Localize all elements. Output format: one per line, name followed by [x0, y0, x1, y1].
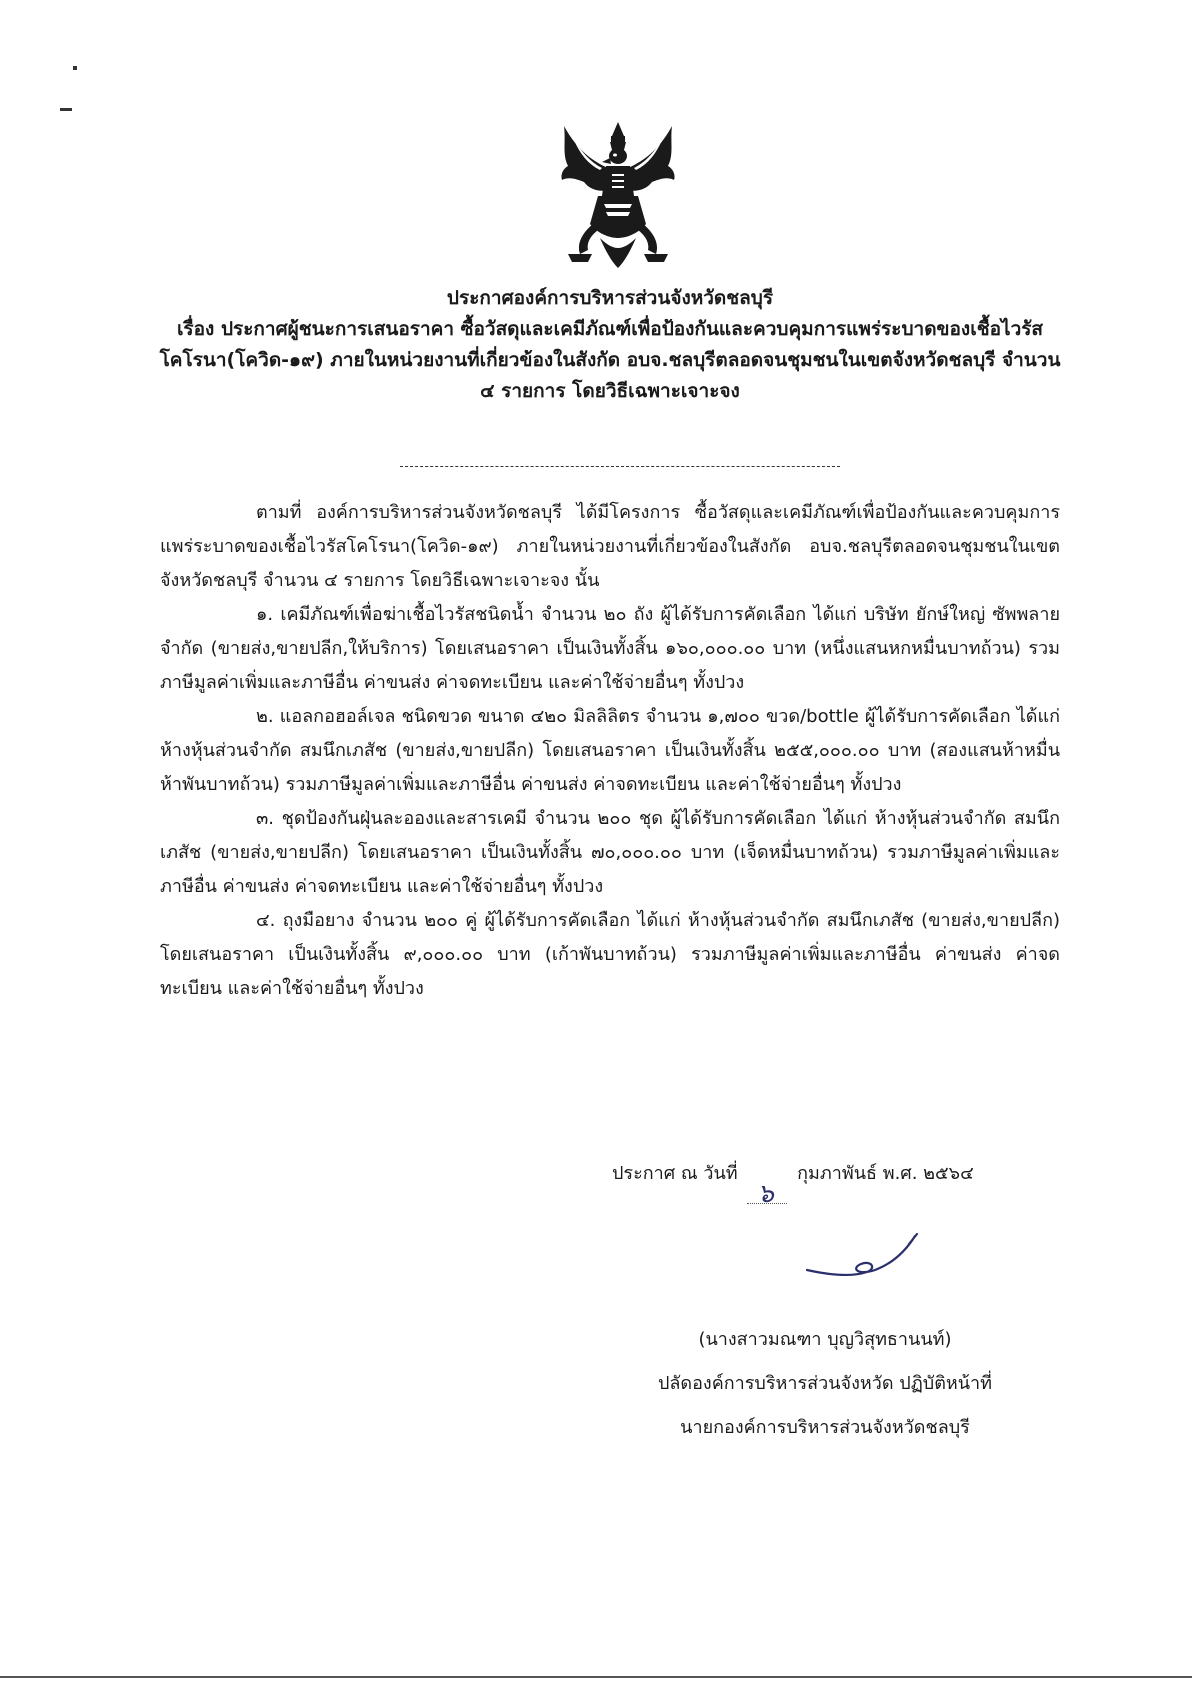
dashed-divider — [400, 466, 840, 467]
signature-icon — [805, 1230, 920, 1286]
intro-paragraph: ตามที่ องค์การบริหารส่วนจังหวัดชลบุรี ได้มีโครงการ ซื้อวัสดุและเคมีภัณฑ์เพื่อป้องกันและควบคุมการแพร่ระบาดของเชื้อไวรัสโคโรนา(โควิด-๑๙) ภายในหน่วยงานที่เกี่ยวข้องในสังกัด อบจ.ชลบุรีตลอดจนชุมชนในเขตจังหวัดชลบุรี จำนวน ๔ รายการ โดยวิธีเฉพาะเจาะจง นั้น — [160, 502, 1060, 591]
garuda-emblem-icon — [554, 120, 682, 275]
handwritten-day: ๖ — [757, 1179, 774, 1209]
signer-block — [650, 1318, 1000, 1450]
announcement-date — [612, 1158, 974, 1209]
announce-prefix: ประกาศ ณ วันที่ — [612, 1163, 738, 1184]
title-block — [150, 283, 1070, 407]
item-paragraph-2: ๒. แอลกอฮอล์เจล ชนิดขวด ขนาด ๔๒๐ มิลลิลิตร จำนวน ๑,๗๐๐ ขวด/bottle ผู้ได้รับการคัดเลือก ได้แก่ ห้างหุ้นส่วนจำกัด สมนึกเภสัช (ขายส่ง,ขายปลีก) โดยเสนอราคา เป็นเงินทั้งสิ้น ๒๕๕,๐๐๐.๐๐ บาท (สองแสนห้าหมื่นห้าพันบาทถ้วน) รวมภาษีมูลค่าเพิ่มและภาษีอื่น ค่าขนส่ง ค่าจดทะเบียน และค่าใช้จ่ายอื่นๆ ทั้งปวง — [160, 706, 1060, 795]
item-paragraph-1: ๑. เคมีภัณฑ์เพื่อฆ่าเชื้อไวรัสชนิดน้ำ จำนวน ๒๐ ถัง ผู้ได้รับการคัดเลือก ได้แก่ บริษัท ยักษ์ใหญ่ ซัพพลาย จำกัด (ขายส่ง,ขายปลีก,ให้บริการ) โดยเสนอราคา เป็นเงินทั้งสิ้น ๑๖๐,๐๐๐.๐๐ บาท (หนึ่งแสนหกหมื่นบาทถ้วน) รวมภาษีมูลค่าเพิ่มและภาษีอื่น ค่าขนส่ง ค่าจดทะเบียน และค่าใช้จ่ายอื่นๆ ทั้งปวง — [160, 604, 1060, 693]
day-underline — [747, 1203, 787, 1204]
scan-speck — [73, 66, 77, 70]
signer-position-1: ปลัดองค์การบริหารส่วนจังหวัด ปฏิบัติหน้าที่ — [657, 1373, 993, 1394]
subject-line-1: เรื่อง ประกาศผู้ชนะการเสนอราคา ซื้อวัสดุและเคมีภัณฑ์เพื่อป้องกันและควบคุมการแพร่ระบาดของเชื้อไวรัส — [176, 318, 1044, 340]
scan-speck — [60, 108, 72, 111]
scan-bottom-edge — [0, 1676, 1192, 1678]
announce-month-year: กุมภาพันธ์ พ.ศ. ๒๕๖๔ — [797, 1163, 974, 1184]
item-paragraph-3: ๓. ชุดป้องกันฝุ่นละอองและสารเคมี จำนวน ๒๐๐ ชุด ผู้ได้รับการคัดเลือก ได้แก่ ห้างหุ้นส่วนจำกัด สมนึกเภสัช (ขายส่ง,ขายปลีก) โดยเสนอราคา เป็นเงินทั้งสิ้น ๗๐,๐๐๐.๐๐ บาท (เจ็ดหมื่นบาทถ้วน) รวมภาษีมูลค่าเพิ่มและภาษีอื่น ค่าขนส่ง ค่าจดทะเบียน และค่าใช้จ่ายอื่นๆ ทั้งปวง — [160, 808, 1060, 897]
signer-name: (นางสาวมณฑา บุญวิสุทธานนท์) — [698, 1329, 952, 1350]
item-paragraph-4: ๔. ถุงมือยาง จำนวน ๒๐๐ คู่ ผู้ได้รับการคัดเลือก ได้แก่ ห้างหุ้นส่วนจำกัด สมนึกเภสัช (ขายส่ง,ขายปลีก) โดยเสนอราคา เป็นเงินทั้งสิ้น ๙,๐๐๐.๐๐ บาท (เก้าพันบาทถ้วน) รวมภาษีมูลค่าเพิ่มและภาษีอื่น ค่าขนส่ง ค่าจดทะเบียน และค่าใช้จ่ายอื่นๆ ทั้งปวง — [160, 910, 1060, 999]
signer-position-2: นายกองค์การบริหารส่วนจังหวัดชลบุรี — [680, 1417, 970, 1438]
announcement-body — [160, 496, 1060, 1006]
subject-line-3: ๔ รายการ โดยวิธีเฉพาะเจาะจง — [480, 380, 740, 402]
org-title: ประกาศองค์การบริหารส่วนจังหวัดชลบุรี — [446, 287, 774, 309]
subject-line-2: โคโรนา(โควิด-๑๙) ภายในหน่วยงานที่เกี่ยวข้องในสังกัด อบจ.ชลบุรีตลอดจนชุมชนในเขตจังหวัดชลบุรี จำนวน — [159, 349, 1061, 371]
